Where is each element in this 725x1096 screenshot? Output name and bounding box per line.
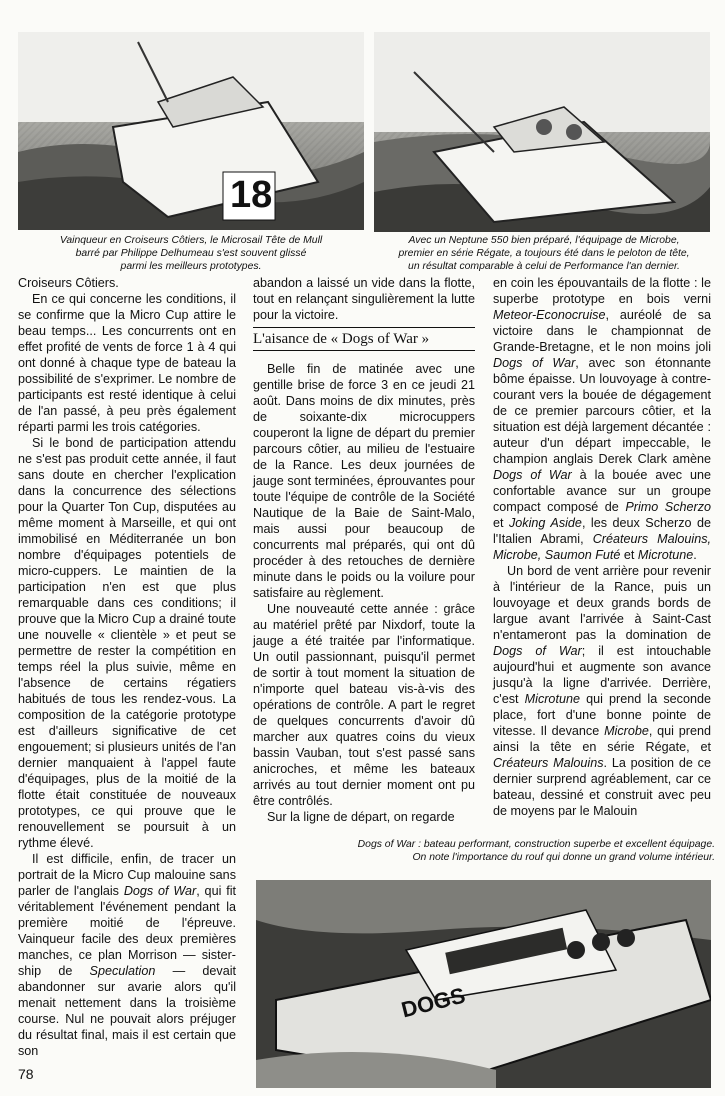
text-run: Il est difficile, enfin, de tracer un portrait de la Micro Cup malouine sans parler de l'anglais <box>18 852 236 898</box>
section-heading: L'aisance de « Dogs of War » <box>253 327 475 351</box>
boat-name: Créateurs Malouins <box>493 756 604 770</box>
text-run: Un bord de vent arrière pour revenir à l'intérieur de la Rance, puis un louvoyage et deux grands bords de largue avant l'arrivée à Saint-Cast n'entameront pas la domination de <box>493 564 711 642</box>
photo-microsail-18 <box>18 32 364 230</box>
boat-name: Dogs of War <box>493 468 572 482</box>
paragraph <box>493 563 711 819</box>
paragraph: Sur la ligne de départ, on regarde <box>267 810 455 824</box>
text-run: qui prend la seconde place, fort d'une bonne pointe de vitesse. Il devance <box>493 692 711 738</box>
caption-bottom <box>250 838 715 864</box>
text-run: , auréolé de sa victoire dans le championnat de Grande-Bretagne, et le non moins joli <box>493 308 711 354</box>
text-run: . La position de ce dernier surprend agréablement, car ce bateau, dessiné et construit avec peu de moyens par le Malouin <box>493 756 711 818</box>
caption-line: premier en série Régate, a toujours été dans le peloton de tête, <box>398 248 690 259</box>
caption-line: un résultat comparable à celui de Performance l'an dernier. <box>408 261 680 272</box>
boat-name: Dogs of War <box>493 356 576 370</box>
caption-line: Vainqueur en Croiseurs Côtiers, le Microsail Tête de Mull <box>59 235 323 246</box>
paragraph <box>18 851 236 1059</box>
hull-lettering: DOGS <box>398 982 468 1023</box>
article-column-3 <box>493 275 711 819</box>
text-run: , qui fit véritablement l'événement pendant la première moitié de l'épreuve. Vainqueur facile des deux premières manches, ce plan Morrison — sister-ship de <box>18 884 236 978</box>
paragraph: En ce qui concerne les conditions, il se confirme que la Micro Cup attire le beau temps... Les concurrents ont en effet profité de vents de force 1 à 4 qui ont donné à chaque type de bateau la possibilité de s'exprimer. Le nombre de participants est resté identique à celui de l'an passé, à peu près également réparti parmi les trois catégories. <box>18 292 237 434</box>
photo-dogs-of-war <box>256 880 711 1088</box>
caption-line: On note l'importance du rouf qui donne un grand volume intérieur. <box>412 852 715 863</box>
text-run: , les deux Scherzo de l'Italien Abrami, <box>493 516 711 546</box>
text-run: en coin les épouvantails de la flotte : le superbe prototype en bois verni <box>493 276 711 306</box>
boat-name: Microbe <box>604 724 649 738</box>
boat-name: Dogs of War <box>123 884 197 898</box>
article-column-2 <box>253 275 475 825</box>
text-run: — devait abandonner sur avarie alors qu'il menait nettement dans la troisième course. Nul ne pouvait alors préjuger du résultat final, mais il est certain que son <box>18 964 237 1058</box>
caption-line: Avec un Neptune 550 bien préparé, l'équipage de Microbe, <box>408 235 680 246</box>
text-run: . <box>693 548 697 562</box>
boat-name: Microtune <box>524 692 580 706</box>
paragraph: Si le bond de participation attendu ne s'est pas produit cette année, il faut sans doute en chercher l'explication dans la concurrence des sélections pour la Quarter Ton Cup, disputées au même moment à Marseille, et qui ont immobilisé en Méditerranée un bon nombre d'équipages potentiels de micro-cuppers. Le maintien de la participation n'en est que plus remarquable dans ces conditions; il prouve que la Micro Cup a drainé toute une nouvelle « clientèle » et peut se permettre de rester la compétition en temps réel la plus suivie, même en l'absence de certains régatiers habitués de tous les rendez-vous. La composition de la catégorie prototype est d'ailleurs significative de cet engouement; si plusieurs unités de l'an dernier manquaient à l'appel faute d'équipages, plus de la moitié de la flotte était constituée de nouveaux prototypes, ce qui prouve que le renouvellement se poursuit à un rythme élevé. <box>18 436 236 850</box>
boat-name: Primo Scherzo <box>625 500 711 514</box>
photo-neptune-microbe <box>374 32 710 232</box>
caption-line: parmi les meilleurs prototypes. <box>120 261 262 272</box>
boat-name: Meteor-Econocruise <box>493 308 606 322</box>
paragraph: Belle fin de matinée avec une gentille brise de force 3 en ce jeudi 21 août. Dans moins de dix minutes, près de soixante-dix microcuppers couperont la ligne de départ du premier parcours côtier, au milieu de l'estuaire de la Rance. Les deux journées de jauge sont terminées, éprouvantes pour toute l'équipe de contrôle de la Société Nautique de la Baie de Saint-Malo, mais aussi pour beaucoup de concurrents mal préparés, qui ont dû procéder à des retouches de dernière minute dans le poids ou la voilure pour satisfaire au règlement. <box>253 362 475 600</box>
cabin-boat-illustration <box>256 880 711 1088</box>
boat-name: Joking Aside <box>509 516 582 530</box>
paragraph <box>493 275 711 563</box>
page-number: 78 <box>18 1066 34 1082</box>
caption-line: Dogs of War : bateau performant, construction superbe et excellent équipage. <box>357 839 715 850</box>
text-run: et <box>620 548 638 562</box>
boat-name: Créateurs Malouins, Microbe, Saumon Futé <box>493 532 711 562</box>
boat-name: Speculation <box>89 964 156 978</box>
caption-line: barré par Philippe Delhumeau s'est souvent glissé <box>75 248 307 259</box>
text-run: ; il est intouchable aujourd'hui et augmente son avance jusqu'à la ligne d'arrivée. Derrière, c'est <box>493 644 711 706</box>
boat-name: Microtune <box>637 548 694 562</box>
text-run: , qui prend ainsi la tête en série Régate, et <box>493 724 712 754</box>
paragraph: abandon a laissé un vide dans la flotte, tout en relançant singulièrement la lutte pour la victoire. <box>253 276 475 322</box>
paragraph: Une nouveauté cette année : grâce au matériel prêté par Nixdorf, toute la jauge a été traitée par l'informatique. Un outil passionnant, puisqu'il permet de sortir à tout moment la situation de n'importe quel bateau vis-à-vis des opérations de contrôle. A part le regret de quelques concurrents d'avoir dû marcher aux quatres coins du vieux bassin Vauban, tout s'est passé sans anicroches, et même les bateaux arrivés au tout dernier moment ont pu être contrôlés. <box>253 602 475 808</box>
paragraph: Croiseurs Côtiers. <box>18 276 119 290</box>
sailboat-illustration <box>18 32 364 230</box>
text-run: , avec son étonnante bôme épaisse. Un louvoyage à contre-courant vers la bouée de dégagement de ce premier parcours côtier, et la situation est déjà largement décantée : auteur d'un départ impeccable, le champion anglais Derek Clark amène <box>493 356 711 466</box>
text-run: à la bouée avec une confortable avance sur un groupe compact composé de <box>493 468 711 514</box>
heeling-boat-illustration <box>374 32 710 232</box>
article-column-1 <box>18 275 236 1059</box>
text-run: et <box>493 516 509 530</box>
boat-name: Dogs of War <box>493 644 582 658</box>
caption-top-right <box>374 234 714 273</box>
sail-number: 18 <box>230 174 273 216</box>
caption-top-left <box>18 234 364 273</box>
